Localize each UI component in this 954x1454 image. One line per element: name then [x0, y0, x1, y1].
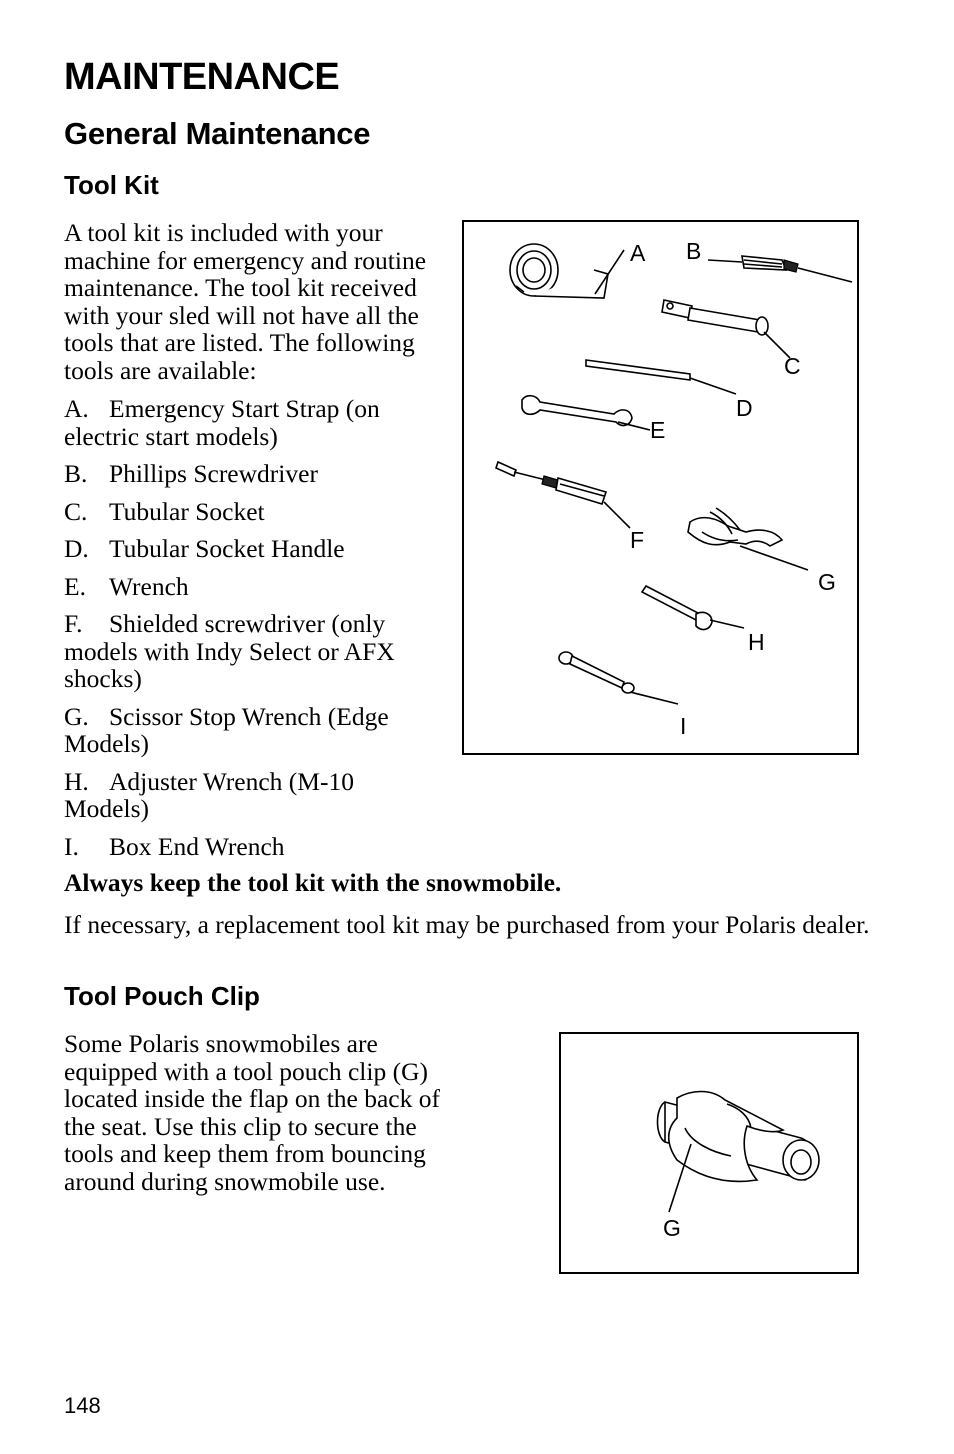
item-text: Phillips Screwdriver [109, 459, 318, 488]
tool-pouch-clip-illustration [561, 1034, 857, 1272]
item-text: Emergency Start Strap (on electric start models) [64, 394, 380, 451]
item-letter: F. [64, 609, 83, 638]
warning-text: Always keep the tool kit with the snowmobile. [64, 868, 562, 897]
list-item [64, 395, 444, 450]
page-number: 148 [64, 1393, 101, 1418]
wrench-drawing [522, 396, 650, 430]
tubular-socket-drawing [662, 300, 790, 358]
item-letter: I. [64, 831, 79, 861]
label-i: I [680, 713, 687, 739]
tool-kit-figure [462, 220, 859, 755]
shielded-screwdriver-drawing [496, 462, 630, 528]
item-text: Box End Wrench [109, 831, 285, 861]
item-text: Shielded screwdriver (only models with Indy Select or AFX shocks) [64, 609, 395, 693]
tool-kit-illustration [464, 222, 857, 753]
item-letter: B. [64, 459, 88, 488]
adjuster-wrench-drawing [642, 586, 744, 629]
label-c: C [784, 353, 801, 379]
list-item [64, 768, 444, 823]
page-heading: MAINTENANCE [64, 56, 340, 98]
start-strap-drawing [510, 244, 624, 298]
replacement-text: If necessary, a replacement tool kit may be purchased from your Polaris dealer. [64, 910, 870, 939]
tool-pouch-clip-heading: Tool Pouch Clip [64, 981, 260, 1011]
item-text: Adjuster Wrench (M-10 Models) [64, 766, 354, 823]
list-item [64, 535, 444, 563]
phillips-screwdriver-drawing [708, 256, 852, 282]
label-d: D [736, 395, 753, 421]
list-item [64, 460, 444, 488]
label-a: A [630, 240, 646, 266]
tool-kit-intro: A tool kit is included with your machine for emergency and routine maintenance. The tool kit received with your sled will not have all the tools that are listed. The following tools are available: [64, 218, 427, 385]
tool-pouch-clip-text: Some Polaris snowmobiles are equipped with a tool pouch clip (G) located inside the flap on the back of the seat. Use this clip to secure the tools and keep them from bouncing around during snowmobile use. [64, 1029, 440, 1196]
label-f: F [630, 527, 645, 553]
socket-handle-drawing [586, 360, 736, 394]
item-letter: D. [64, 534, 89, 563]
item-letter: A. [64, 394, 89, 423]
label-g-clip: G [663, 1215, 681, 1241]
list-item [64, 833, 444, 861]
list-item [64, 703, 444, 758]
label-g: G [818, 569, 836, 595]
item-letter: G. [64, 701, 89, 731]
label-b: B [686, 238, 702, 264]
label-e: E [650, 417, 666, 443]
tool-list [64, 395, 444, 870]
list-item [64, 573, 444, 601]
item-text: Wrench [109, 571, 189, 601]
item-letter: H. [64, 766, 89, 796]
item-text: Tubular Socket [109, 496, 265, 526]
tool-pouch-clip-figure [559, 1032, 859, 1274]
list-item [64, 498, 444, 526]
item-text: Scissor Stop Wrench (Edge Models) [64, 701, 389, 758]
item-letter: E. [64, 571, 86, 601]
list-item [64, 610, 444, 693]
box-end-wrench-drawing [559, 652, 678, 704]
item-text: Tubular Socket Handle [109, 534, 345, 563]
section-heading: General Maintenance [64, 116, 371, 151]
label-h: H [748, 629, 765, 655]
tool-kit-heading: Tool Kit [64, 170, 159, 200]
item-letter: C. [64, 496, 88, 526]
scissor-stop-wrench-drawing [688, 508, 808, 570]
clip-drawing [658, 1092, 820, 1213]
